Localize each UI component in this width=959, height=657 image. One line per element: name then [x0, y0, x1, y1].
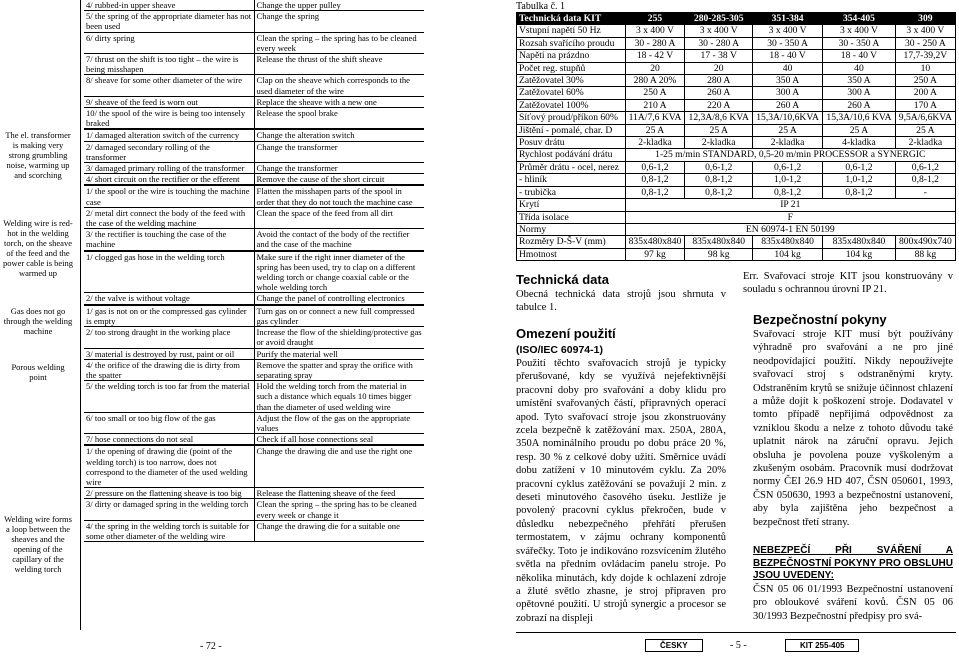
trouble-row — [84, 207, 424, 228]
spec-value: 0,8-1,2 — [753, 186, 823, 198]
spec-value: 40 — [823, 62, 896, 74]
spec-label: Počet reg. stupňů — [517, 62, 626, 74]
trouble-remedy: Clap on the sheave which corresponds to the used diameter of the wire — [254, 75, 424, 96]
spec-row — [517, 99, 956, 111]
spec-value: 280 A — [685, 75, 753, 87]
spec-label: - trubička — [517, 186, 626, 198]
spec-value: 220 A — [685, 99, 753, 111]
trouble-remedy: Clean the spring – the spring has to be cleaned every week or change it — [254, 499, 424, 520]
trouble-row — [84, 499, 424, 520]
spec-value: 1,0-1,2 — [753, 174, 823, 186]
trouble-row — [84, 11, 424, 32]
spec-value: 250 A — [895, 75, 955, 87]
spec-label: Rychlost podávání drátu — [517, 149, 626, 161]
spec-value: EN 60974-1 EN 50199 — [625, 223, 955, 235]
spec-value: 354-405 — [823, 13, 896, 25]
usage-limits-text: Použití těchto svařovacích strojů je typicky přerušované, kdy se využívá nejefektivnější pracovní doby pro svařování a doby klidu pro umístění svařovaných částí, připravných operací apod. Tyto svařovací stroje jsou zkonstruovány zcela bezpečně k zatěžování max. 250A, 280A, 350A nominálního proudu po dobu práce 20 %, resp. 30 % z celkové doby užití. Směrnice uvádí dobu zatížení v 10 minutovém cyklu. Za 20% pracovní cyklus zatěžování se považují 2 min. z deseti minutového časového úseku. Jestliže je povolený pracovní cyklus překročen, bude v důsledku nebezpečného přehřátí přerušen termostatem, v zájmu ochrany komponentů svářečky. Toto je indikováno rozsvícením žlutého světla na předním ovládacím panelu stroje. Po několika minutách, kdy dojde k ochlazení zdroje a žluté světlo zhasne, je stroj připraven pro opětovné použití. U strojů synergic a procesor se zobrazí na displeji — [516, 358, 726, 624]
spec-value: 97 kg — [625, 248, 685, 260]
usage-limits-heading: Omezení použití — [516, 326, 616, 341]
trouble-cause: 3/ material is destroyed by rust, paint or oil — [84, 348, 254, 359]
trouble-cause: 1/ clogged gas hose in the welding torch — [84, 251, 254, 293]
trouble-remedy: Change the spring — [254, 11, 424, 32]
technical-data-heading: Technická data — [516, 272, 609, 287]
spec-row — [517, 149, 956, 161]
spec-value: 0,6-1,2 — [823, 161, 896, 173]
trouble-cause: 5/ the spring of the appropriate diameter has not been used — [84, 11, 254, 32]
trouble-cause: 2/ damaged secondary rolling of the transformer — [84, 141, 254, 162]
page-number-right: - 5 - — [730, 640, 747, 651]
troubleshooting-table — [84, 0, 424, 542]
spec-label: Posuv drátu — [517, 137, 626, 149]
spec-value: 260 A — [823, 99, 896, 111]
spec-value: 25 A — [625, 124, 685, 136]
trouble-row — [84, 163, 424, 174]
trouble-row — [84, 412, 424, 433]
trouble-remedy: Change the upper pulley — [254, 0, 424, 11]
technical-data-table — [516, 12, 956, 261]
trouble-remedy: Turn gas on or connect a new full compressed gas cylinder — [254, 305, 424, 327]
trouble-remedy: Adjust the flow of the gas on the appropriate values — [254, 412, 424, 433]
spec-label: Normy — [517, 223, 626, 235]
spec-row — [517, 112, 956, 124]
spec-value: 0,8-1,2 — [625, 174, 685, 186]
spec-value: 0,6-1,2 — [753, 161, 823, 173]
spec-value: 255 — [625, 13, 685, 25]
safety-text: Svařovací stroje KIT musí být používány výhradně pro svařování a ne pro jiné neodpovídající použití. Nikdy nepoužívejte svařovací stroj s odstraněnými kryty. Odstraněním krytů se snižuje účinnost chlazení a může dojít k poškození stroje. Dodavatel v tomto případě nepřijímá odpovědnost za vzniklou škodu a nelze z tohoto důvodu také uplatnit nárok na záruční opravu. Jejich obsluha je povolena pouze vyškoleným a zkušeným osobám. Pracovník musí dodržovat normy ČEI 26.9 HD 407, ČSN 050601, 1993, ČSN 050630, 1993 a bezpečnostní ustanovení, aby byla zajištěna jeho bezpečnost a bezpečnost třetí strany. — [753, 329, 953, 528]
spec-label: Třída isolace — [517, 211, 626, 223]
trouble-cause: 10/ the spool of the wire is being too intensely braked — [84, 108, 254, 130]
spec-value: 2-kladka — [753, 137, 823, 149]
spec-value: 0,8-1,2 — [823, 186, 896, 198]
trouble-cause: 2/ too strong draught in the working place — [84, 327, 254, 348]
spec-row — [517, 87, 956, 99]
trouble-cause: 9/ sheave of the feed is worn out — [84, 96, 254, 107]
spec-value: 30 - 350 A — [823, 37, 896, 49]
spec-value: 170 A — [895, 99, 955, 111]
trouble-row — [84, 32, 424, 53]
spec-label: Technická data KIT — [517, 13, 626, 25]
spec-label: - hliník — [517, 174, 626, 186]
spec-value: 30 - 280 A — [625, 37, 685, 49]
trouble-cause: 6/ dirty spring — [84, 32, 254, 53]
trouble-cause: 3/ the rectifier is touching the case of the machine — [84, 229, 254, 251]
spec-label: Zatěžovatel 100% — [517, 99, 626, 111]
spec-value: 835x480x840 — [823, 236, 896, 248]
spec-value: 18 - 40 V — [753, 50, 823, 62]
spec-value: 210 A — [625, 99, 685, 111]
trouble-cause: 4/ rubbed-in upper sheave — [84, 0, 254, 11]
trouble-cause: 1/ gas is not on or the compressed gas cylinder is empty — [84, 305, 254, 327]
trouble-remedy: Clean the spring – the spring has to be cleaned every week — [254, 32, 424, 53]
spec-value: F — [625, 211, 955, 223]
spec-row — [517, 236, 956, 248]
safety-heading: Bezpečnostní pokyny — [753, 312, 887, 327]
spec-label: Krytí — [517, 199, 626, 211]
footer-language-tab: ČESKY — [645, 639, 703, 652]
spec-row — [517, 50, 956, 62]
trouble-cause: 1/ the opening of drawing die (point of the welding torch) is too narrow, does not correspond to the diameter of the used welding wire — [84, 445, 254, 487]
footer-model-tab: KIT 255-405 — [785, 639, 859, 652]
trouble-row — [84, 520, 424, 541]
trouble-remedy: Remove the spatter and spray the orifice with separating spray — [254, 359, 424, 380]
spec-value: 18 - 40 V — [823, 50, 896, 62]
spec-value: 15,3A/10,6KVA — [753, 112, 823, 124]
spec-value: 0,8-1,2 — [625, 186, 685, 198]
right-page — [510, 0, 959, 657]
trouble-remedy: Remove the cause of the short circuit — [254, 174, 424, 186]
err-protection-text: Err. Svařovací stroje KIT jsou konstruovány v souladu s ochrannou úrovní IP 21. — [743, 271, 953, 296]
trouble-row — [84, 108, 424, 130]
spec-label: Zatěžovatel 30% — [517, 75, 626, 87]
spec-label: Průměr drátu - ocel, nerez — [517, 161, 626, 173]
spec-value: 0,6-1,2 — [895, 161, 955, 173]
spec-value: 0,8-1,2 — [895, 174, 955, 186]
symptom-wire-red-hot: Welding wire is red-hot in the welding torch, on the sheave of the feed and the power cable is being warmed up — [2, 218, 74, 278]
symptom-wire-loop: Welding wire forms a loop between the sheaves and the opening of the capillary of the welding torch — [4, 514, 72, 574]
spec-value: 17,7-39,2V — [895, 50, 955, 62]
spec-value: 280 A 20% — [625, 75, 685, 87]
trouble-cause: 4/ the spring in the welding torch is suitable for some other diameter of the welding wire — [84, 520, 254, 541]
spec-value: 2-kladka — [625, 137, 685, 149]
page-number-left: - 72 - — [200, 641, 222, 652]
spec-value: 12,3A/8,6 KVA — [685, 112, 753, 124]
trouble-cause: 1/ damaged alteration switch of the currency — [84, 129, 254, 141]
spec-value: 3 x 400 V — [823, 25, 896, 37]
spec-value: 11A/7,6 KVA — [625, 112, 685, 124]
trouble-remedy: Replace the sheave with a new one — [254, 96, 424, 107]
spec-value: 25 A — [753, 124, 823, 136]
trouble-remedy: Change the alteration switch — [254, 129, 424, 141]
trouble-remedy: Release the thrust of the shift sheave — [254, 54, 424, 75]
trouble-remedy: Change the transformer — [254, 141, 424, 162]
spec-value: 1,0-1,2 — [823, 174, 896, 186]
spec-row — [517, 75, 956, 87]
spec-label: Rozsah svařícího proudu — [517, 37, 626, 49]
trouble-row — [84, 0, 424, 11]
spec-value: 17 - 38 V — [685, 50, 753, 62]
trouble-remedy: Change the drawing die for a suitable one — [254, 520, 424, 541]
spec-row — [517, 186, 956, 198]
technical-data-text: Obecná technická data strojů jsou shrnuta v tabulce 1. — [516, 289, 726, 314]
trouble-row — [84, 96, 424, 107]
spec-label: Zatěžovatel 60% — [517, 87, 626, 99]
trouble-cause: 7/ hose connections do not seal — [84, 434, 254, 446]
trouble-remedy: Change the panel of controlling electronics — [254, 293, 424, 305]
trouble-cause: 2/ pressure on the flattening sheave is too big — [84, 488, 254, 499]
spec-label: Hmotnost — [517, 248, 626, 260]
trouble-cause: 3/ damaged primary rolling of the transformer — [84, 163, 254, 174]
trouble-cause: 5/ the welding torch is too far from the material — [84, 381, 254, 413]
spec-label: Rozměry D-Š-V (mm) — [517, 236, 626, 248]
trouble-cause: 6/ too small or too big flow of the gas — [84, 412, 254, 433]
spec-value: 9,5A/6,6KVA — [895, 112, 955, 124]
usage-limits-standard: (ISO/IEC 60974-1) — [516, 344, 603, 356]
trouble-row — [84, 305, 424, 327]
trouble-row — [84, 381, 424, 413]
spec-value: 20 — [685, 62, 753, 74]
spec-row — [517, 199, 956, 211]
symptom-porous-weld: Porous welding point — [11, 362, 65, 382]
spec-value: 25 A — [895, 124, 955, 136]
spec-row — [517, 137, 956, 149]
spec-value: 351-384 — [753, 13, 823, 25]
spec-value: 250 A — [625, 87, 685, 99]
spec-row — [517, 62, 956, 74]
spec-row — [517, 174, 956, 186]
trouble-cause: 1/ the spool or the wire is touching the machine case — [84, 185, 254, 207]
spec-value: 2-kladka — [685, 137, 753, 149]
spec-value: 835x480x840 — [685, 236, 753, 248]
spec-row — [517, 124, 956, 136]
trouble-remedy: Release the spool brake — [254, 108, 424, 130]
trouble-row — [84, 75, 424, 96]
trouble-row — [84, 54, 424, 75]
spec-value: 835x480x840 — [753, 236, 823, 248]
trouble-row — [84, 141, 424, 162]
spec-value: 4-kladka — [823, 137, 896, 149]
spec-value: 800x490x740 — [895, 236, 955, 248]
spec-row — [517, 248, 956, 260]
trouble-row — [84, 445, 424, 487]
symptom-transformer-noise: The el. transformer is making very strong grumbling noise, warming up and scorching — [5, 130, 71, 180]
trouble-row — [84, 488, 424, 499]
spec-value: 260 A — [685, 87, 753, 99]
spec-value: 0,8-1,2 — [685, 174, 753, 186]
spec-value: 3 x 400 V — [685, 25, 753, 37]
spec-value: 104 kg — [753, 248, 823, 260]
trouble-remedy: Purify the material well — [254, 348, 424, 359]
trouble-remedy: Check if all hose connections seal — [254, 434, 424, 446]
trouble-cause: 2/ the valve is without voltage — [84, 293, 254, 305]
spec-row — [517, 211, 956, 223]
spec-value: IP 21 — [625, 199, 955, 211]
spec-value: 10 — [895, 62, 955, 74]
spec-label: Napětí na prázdno — [517, 50, 626, 62]
spec-value: 350 A — [753, 75, 823, 87]
spec-value: 1-25 m/min STANDARD, 0,5-20 m/min PROCESSOR a SYNERGIC — [625, 149, 955, 161]
spec-value: 3 x 400 V — [895, 25, 955, 37]
trouble-row — [84, 185, 424, 207]
trouble-row — [84, 348, 424, 359]
spec-value: 835x480x840 — [625, 236, 685, 248]
spec-value: 2-kladka — [895, 137, 955, 149]
spec-value: 25 A — [685, 124, 753, 136]
trouble-cause: 2/ metal dirt connect the body of the feed with the case of the welding machine — [84, 207, 254, 228]
spec-value: 300 A — [753, 87, 823, 99]
spec-value: 200 A — [895, 87, 955, 99]
spec-value: 0,8-1,2 — [685, 186, 753, 198]
spec-header-row — [517, 13, 956, 25]
spec-value: 98 kg — [685, 248, 753, 260]
spec-value: 40 — [753, 62, 823, 74]
trouble-remedy: Change the transformer — [254, 163, 424, 174]
trouble-remedy: Change the drawing die and use the right one — [254, 445, 424, 487]
trouble-cause: 7/ thrust on the shift is too tight – the wire is being misshapen — [84, 54, 254, 75]
trouble-row — [84, 359, 424, 380]
trouble-remedy: Make sure if the right inner diameter of the spring has been used, try to clap on a different welding torch or change coaxial cable or the whole welding torch — [254, 251, 424, 293]
spec-label: Síťový proud/příkon 60% — [517, 112, 626, 124]
spec-row — [517, 37, 956, 49]
danger-heading: NEBEZPEČÍ PŘI SVÁŘENÍ A BEZPEČNOSTNÍ POKYNY PRO OBSLUHU JSOU UVEDENY: — [753, 545, 953, 581]
spec-value: 0,6-1,2 — [685, 161, 753, 173]
trouble-remedy: Avoid the contact of the body of the rectifier and the case of the machine — [254, 229, 424, 251]
spec-value: 18 - 42 V — [625, 50, 685, 62]
trouble-cause: 4/ short circuit on the rectifier or the efferent — [84, 174, 254, 186]
spec-row — [517, 161, 956, 173]
spec-value: 30 - 250 A — [895, 37, 955, 49]
symptom-no-gas: Gas does not go through the welding machine — [3, 306, 73, 336]
spec-value: 30 - 350 A — [753, 37, 823, 49]
spec-value: 260 A — [753, 99, 823, 111]
trouble-cause: 8/ sheave for some other diameter of the wire — [84, 75, 254, 96]
trouble-row — [84, 251, 424, 293]
trouble-remedy: Increase the flow of the shielding/protective gas or avoid draught — [254, 327, 424, 348]
spec-row — [517, 223, 956, 235]
csn-standards-text: ČSN 05 06 01/1993 Bezpečnostní ustanovení pro obloukové sváření kovů. ČSN 05 06 30/1993 Bezpečnostní předpisy pro svá- — [753, 584, 953, 622]
spec-value: 280-285-305 — [685, 13, 753, 25]
spec-row — [517, 25, 956, 37]
footer-rule — [516, 632, 956, 633]
column-divider — [80, 0, 81, 630]
trouble-remedy: Clean the space of the feed from all dirt — [254, 207, 424, 228]
trouble-row — [84, 327, 424, 348]
spec-value: 309 — [895, 13, 955, 25]
table-label: Tabulka č. 1 — [516, 1, 566, 12]
trouble-row — [84, 229, 424, 251]
spec-value: 3 x 400 V — [625, 25, 685, 37]
trouble-cause: 4/ the orifice of the drawing die is dirty from the spatter — [84, 359, 254, 380]
trouble-remedy: Flatten the misshapen parts of the spool in order that they do not touch the machine case — [254, 185, 424, 207]
spec-label: Vstupní napětí 50 Hz — [517, 25, 626, 37]
trouble-remedy: Release the flattening sheave of the feed — [254, 488, 424, 499]
trouble-row — [84, 129, 424, 141]
spec-value: 350 A — [823, 75, 896, 87]
spec-value: 104 kg — [823, 248, 896, 260]
spec-value: 300 A — [823, 87, 896, 99]
trouble-row — [84, 434, 424, 446]
spec-value: 0,6-1,2 — [625, 161, 685, 173]
spec-value: 15,3A/10,6 KVA — [823, 112, 896, 124]
spec-value: 30 - 280 A — [685, 37, 753, 49]
spec-value: 25 A — [823, 124, 896, 136]
trouble-remedy: Hold the welding torch from the material in such a distance which equals 10 times bigger than the diameter of used welding wire — [254, 381, 424, 413]
spec-value: 20 — [625, 62, 685, 74]
spec-value: 88 kg — [895, 248, 955, 260]
spec-label: Jištění - pomalé, char. D — [517, 124, 626, 136]
trouble-row — [84, 174, 424, 186]
spec-value: 3 x 400 V — [753, 25, 823, 37]
trouble-row — [84, 293, 424, 305]
trouble-cause: 3/ dirty or damaged spring in the welding torch — [84, 499, 254, 520]
spec-value: - — [895, 186, 955, 198]
